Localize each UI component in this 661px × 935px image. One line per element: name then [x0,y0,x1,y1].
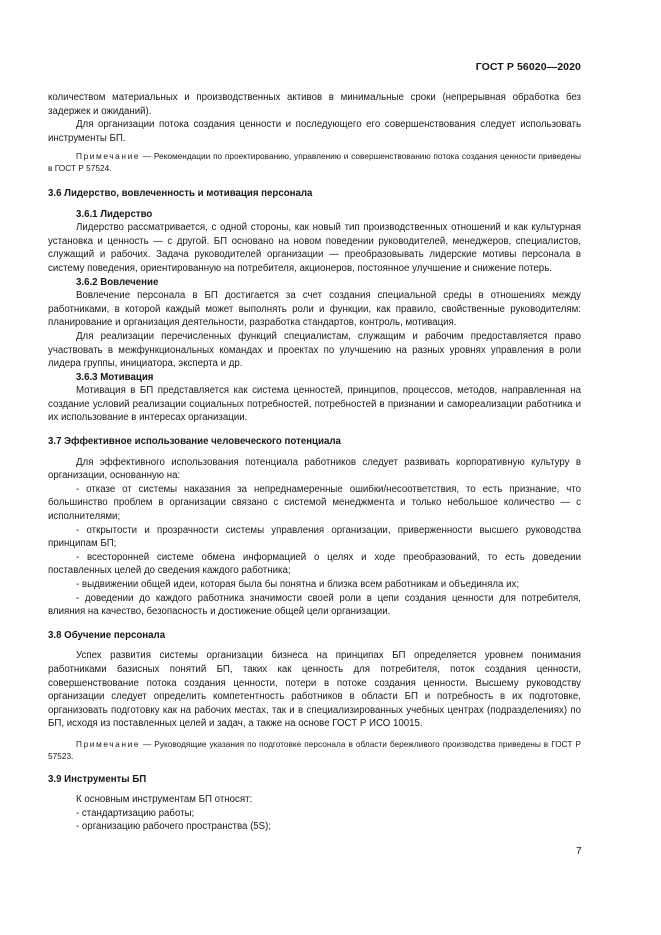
note-text: — Рекомендации по проектированию, управлению и совершенствованию потока создания ценности приведены в ГОСТ Р 57524. [48,151,581,174]
list-item: - выдвижении общей идеи, которая была бы понятна и близка всем работникам и объединяла их; [76,579,520,590]
paragraph-3-6-2-a: Вовлечение персонала в БП достигается за счет создания специальной среды в отношениях между работниками, в которой каждый может выполнять роли и функции, как правило, свойственные руководителям: планирование и организация деятельности, разработка стандартов, контроль, мотивация. [48,290,581,329]
list-item: - стандартизацию работы; [76,807,195,819]
section-heading-3-6: 3.6 Лидерство, вовлеченность и мотивация персонала [48,187,313,199]
paragraph-3-8: Успех развития системы организации бизнеса на принципах БП определяется уровнем понимания работниками базисных понятий БП, таких как ценность для потребителя, поток создания ценности, совершенствование потока создания ценности, потери в потоке создания ценности. Высшему руководству организации следует определить компетентность работников в области БП и потребность в их подготовке, организовать подготовку как на рабочих местах, так и в специализированных учебных центрах (подразделениях) по БП, исходя из поставленных целей и задач, а также на основе ГОСТ Р ИСО 10015. [48,650,581,730]
document-code-header: ГОСТ Р 56020—2020 [475,61,581,73]
note-label: Примечание [76,151,141,162]
paragraph-3-6-3: Мотивация в БП представляется как система ценностей, принципов, процессов, методов, направленная на создание условий реализации социальных потребностей, потребностей в признании и самореализации работника и их использование в интересах организации. [48,385,581,424]
list-item: - организацию рабочего пространства (5S); [76,821,272,833]
paragraph-3-6-1: Лидерство рассматривается, с одной стороны, как новый тип производственных отношений и как культурная установка и ценность — с другой. БП основано на новом поведении руководителей, менеджеров, специалистов, служащий и рабочих. Задача руководителей организации — преобразовывать лидерские мотивы персонала в систему поведения, ориентированную на потребителя, акционеров, постоянное улучшение и снижение потерь. [48,222,581,274]
note-label: Примечание [76,738,141,749]
subsection-heading-3-6-2: 3.6.2 Вовлечение [76,276,159,288]
paragraph-3-7: Для эффективного использования потенциала работников следует развивать корпоративную культуру в организации, основанную на: [48,456,581,482]
paragraph-3-9: К основным инструментам БП относят: [76,794,253,806]
paragraph-value-stream: Для организации потока создания ценности и последующего его совершенствования следует использовать инструменты БП. [48,119,581,144]
page-content [48,91,581,834]
section-heading-3-8: 3.8 Обучение персонала [48,629,166,641]
subsection-heading-3-6-3: 3.6.3 Мотивация [76,371,154,383]
page-number: 7 [576,846,582,857]
section-heading-3-7: 3.7 Эффективное использование человеческого потенциала [48,436,341,448]
note-value-stream [48,151,581,175]
list-item: - всесторонней системе обмена информацией о целях и ходе преобразований, то есть доведении поставленных целей до сведения каждого работника; [48,551,581,577]
list-item: - доведении до каждого работника значимости своей роли в цепи создания ценности для потребителя, влияния на качество, безопасность и достижение общей цели организации. [48,592,581,618]
list-item: - открытости и прозрачности системы управления организации, приверженности высшего руководства принципам БП; [48,524,581,550]
note-text: — Руководящие указания по подготовке персонала в области бережливого производства приведены в ГОСТ Р 57523. [48,738,581,761]
note-training [48,739,581,763]
subsection-heading-3-6-1: 3.6.1 Лидерство [76,208,153,220]
paragraph-3-6-2-b: Для реализации перечисленных функций специалистам, служащим и рабочим предоставляется право участвовать в межфункциональных командах и проектах по улучшению на разных уровнях управления в роли лидера группы, инициатора, эксперта и др. [48,330,581,370]
list-item: - отказе от системы наказания за непреднамеренные ошибки/несоответствия, то есть признание, что большинство проблем в организации связано с системой менеджмента и только небольшое количество — с исполнителями; [48,483,581,523]
section-heading-3-9: 3.9 Инструменты БП [48,773,147,785]
paragraph-continuation: количеством материальных и производственных активов в минимальные сроки (непрерывная обработка без задержек и ожиданий). [48,92,581,117]
